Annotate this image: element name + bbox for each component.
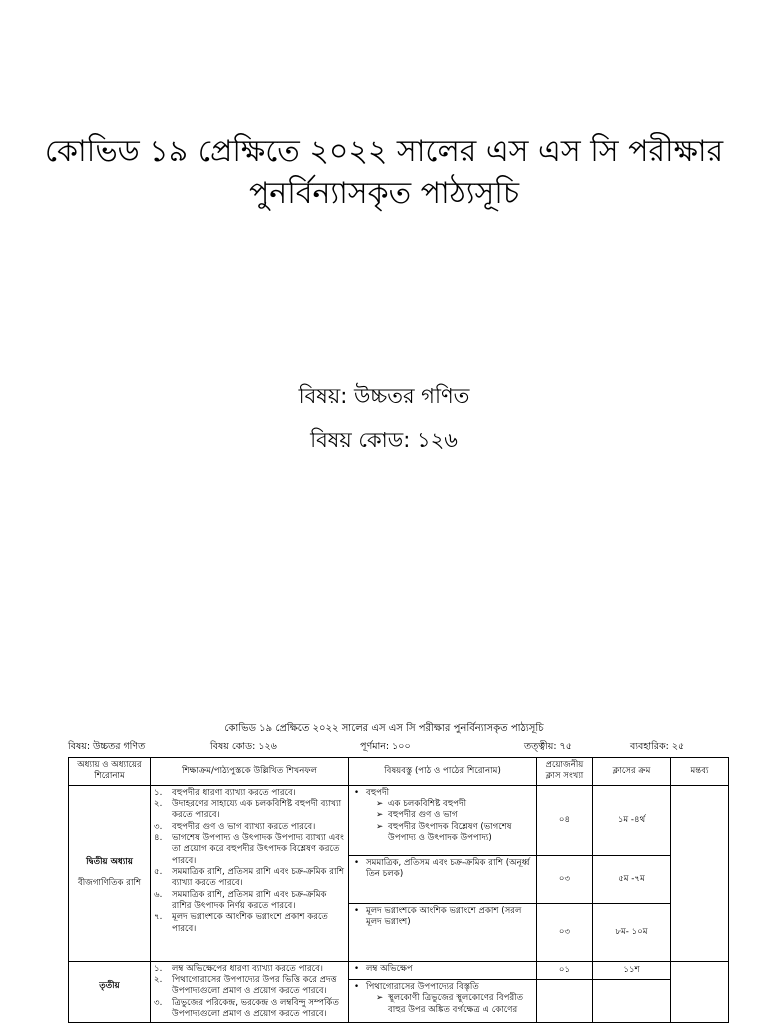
- arrow-bullet-icon: ➢: [376, 810, 384, 821]
- syllabus-table: [68, 757, 729, 1023]
- list-item: ➢ স্থূলকোণী ত্রিভুজের স্থূলকোণের বিপরীত বাহুর উপর অঙ্কিত বর্গক্ষেত্র এ কোণের: [376, 993, 524, 1015]
- table-row: [69, 785, 729, 855]
- col-order: ক্লাসের ক্রম: [593, 758, 671, 786]
- meta-full-marks: পূর্ণমান: ১০০: [360, 741, 411, 752]
- arrow-bullet-icon: ➢: [376, 993, 384, 1004]
- order-cell: ১১শ: [593, 961, 671, 979]
- order-cell: [593, 979, 671, 1023]
- list-item: • সমমাত্রিক, প্রতিসম এবং চক্র-ক্রমিক রাশি (অনূর্ধ্ব তিন চলক): [354, 857, 530, 880]
- meta-row: [68, 740, 728, 754]
- list-item: ৬. সমমাত্রিক রাশি, প্রতিসম রাশি এবং চক্র-ক্রমিক রাশির উৎপাদক নির্ণয় করতে পারবে।: [154, 889, 327, 912]
- table-header-row: [69, 758, 729, 786]
- classes-cell: ০১: [537, 961, 593, 979]
- list-item: • লম্ব অভিক্ষেপ: [354, 963, 413, 974]
- meta-code: বিষয় কোড: ১২৬: [210, 741, 277, 752]
- table-row: [69, 961, 729, 979]
- content-cell: [349, 903, 537, 961]
- bullet-icon: •: [354, 963, 360, 974]
- classes-cell: ০৪: [537, 785, 593, 855]
- meta-theory: তত্ত্বীয়: ৭৫: [524, 741, 572, 752]
- classes-cell: ০৩: [537, 855, 593, 903]
- content-cell: [349, 855, 537, 903]
- chapter-3-cell: [69, 961, 151, 1023]
- list-item: ২. উদাহরণের সাহায্যে এক চলকবিশিষ্ট বহুপদী ব্যাখ্যা করতে পারবে।: [154, 799, 342, 821]
- list-item: ১. লম্ব অভিক্ষেপের ধারণা ব্যাখ্যা করতে পারবে।: [154, 963, 323, 974]
- list-item: ৭. মূলদ ভগ্নাংশকে আংশিক ভগ্নাংশে প্রকাশ করতে পারবে।: [154, 912, 328, 934]
- classes-cell: [537, 979, 593, 1023]
- list-item: ৩. বহুপদীর গুণ ও ভাগ ব্যাখ্যা করতে পারবে।: [154, 821, 316, 832]
- cover-subject: বিষয়: উচ্চতর গণিত: [298, 384, 470, 408]
- col-outcomes: শিক্ষাক্রম/পাঠ্যপুস্তকে উল্লিখিত শিখনফল: [151, 758, 349, 786]
- chapter-2-cell: [69, 785, 151, 961]
- order-cell: ৫ম -৭ম: [593, 855, 671, 903]
- list-item: ৪. ভাগশেষ উপপাদ্য ও উৎপাদক উপপাদ্য ব্যাখ্যা এবং তা প্রয়োগ করে বহুপদীর উৎপাদক বিশ্লেষণ করতে পারবে।: [154, 833, 344, 866]
- bullet-icon: •: [354, 905, 360, 916]
- col-classes: প্রয়োজনীয় ক্লাস সংখ্যা: [537, 758, 593, 786]
- col-content: বিষয়বস্তু (পাঠ ও পাঠের শিরোনাম): [349, 758, 537, 786]
- col-remarks: মন্তব্য: [671, 758, 729, 786]
- remarks-cell: [671, 785, 729, 961]
- order-cell: ৮ম- ১০ম: [593, 903, 671, 961]
- list-item: ➢ বহুপদীর উৎপাদক বিশ্লেষণ (ভাগশেষ উপপাদ্য ও উৎপাদক উপপাদ্য): [376, 821, 512, 844]
- list-item: • পিথাগোরাসের উপপাদ্যের বিস্তৃতি ➢ স্থূলকোণী ত্রিভুজের স্থূলকোণের বিপরীত বাহুর উপর অঙ্কিত বর্গক্ষেত্র এ কোণের: [352, 982, 533, 1016]
- remarks-cell: [671, 961, 729, 1023]
- content-cell: [349, 785, 537, 855]
- chapter-2-title: দ্বিতীয় অধ্যায়: [86, 856, 133, 867]
- arrow-bullet-icon: ➢: [376, 799, 384, 810]
- meta-practical: ব্যবহারিক: ২৫: [630, 741, 685, 752]
- bullet-icon: •: [354, 857, 360, 868]
- cover-title-line-1: কোভিড ১৯ প্রেক্ষিতে ২০২২ সালের এস এস সি পরীক্ষার: [44, 134, 724, 169]
- content-cell: [349, 979, 537, 1023]
- list-item: ৫. সমমাত্রিক রাশি, প্রতিসম রাশি এবং চক্র-ক্রমিক রাশি ব্যাখ্যা করতে পারবে।: [154, 867, 345, 889]
- list-item: • মূলদ ভগ্নাংশকে আংশিক ভগ্নাংশে প্রকাশ (সরল মূলদ ভগ্নাংশ): [354, 905, 522, 928]
- list-item: ➢ বহুপদীর গুণ ও ভাগ: [376, 810, 458, 821]
- document-heading: কোভিড ১৯ প্রেক্ষিতে ২০২২ সালের এস এস সি পরীক্ষার পুনর্বিন্যাসকৃত পাঠ্যসূচি: [224, 723, 544, 734]
- classes-cell: ০৩: [537, 903, 593, 961]
- cover-title-line-2: পুনর্বিন্যাসকৃত পাঠ্যসূচি: [248, 176, 520, 211]
- list-item: • বহুপদী ➢ এক চলকবিশিষ্ট বহুপদী ➢ বহুপদীর গুণ ও ভাগ ➢ বহুপদীর উৎপাদক বিশ্লেষণ (ভাগশেষ উপপাদ্য ও উৎপাদক উপপাদ্য): [352, 788, 533, 845]
- col-chapter: অধ্যায় ও অধ্যায়ের শিরোনাম: [69, 758, 151, 786]
- cover-subject-code: বিষয় কোড: ১২৬: [310, 428, 458, 452]
- meta-subject: বিষয়: উচ্চতর গণিত: [68, 741, 146, 752]
- content-cell: [349, 961, 537, 979]
- chapter-2-outcomes: [151, 785, 349, 961]
- list-item: ২. পিথাগোরাসের উপপাদ্যের উপর ভিত্তি করে প্রদত্ত উপপাদ্যগুলো প্রমাণ ও প্রয়োগ করতে পারবে।: [154, 975, 337, 997]
- order-cell: ১ম -৪র্থ: [593, 785, 671, 855]
- bullet-icon: •: [354, 981, 360, 992]
- list-item: ৩. ত্রিভুজের পরিকেন্দ্র, ভরকেন্দ্র ও লম্ববিন্দু সম্পর্কিত উপপাদ্যগুলো প্রমাণ ও প্রয়োগ করতে পারবে।: [154, 997, 339, 1020]
- chapter-3-outcomes: [151, 961, 349, 1023]
- arrow-bullet-icon: ➢: [376, 821, 384, 832]
- bullet-icon: •: [354, 787, 360, 798]
- chapter-2-name: বীজগাণিতিক রাশি: [77, 878, 142, 889]
- list-item: ➢ এক চলকবিশিষ্ট বহুপদী: [376, 799, 467, 810]
- list-item: ১. বহুপদীর ধারণা ব্যাখ্যা করতে পারবে।: [154, 787, 296, 798]
- chapter-3-title: তৃতীয়: [99, 981, 120, 992]
